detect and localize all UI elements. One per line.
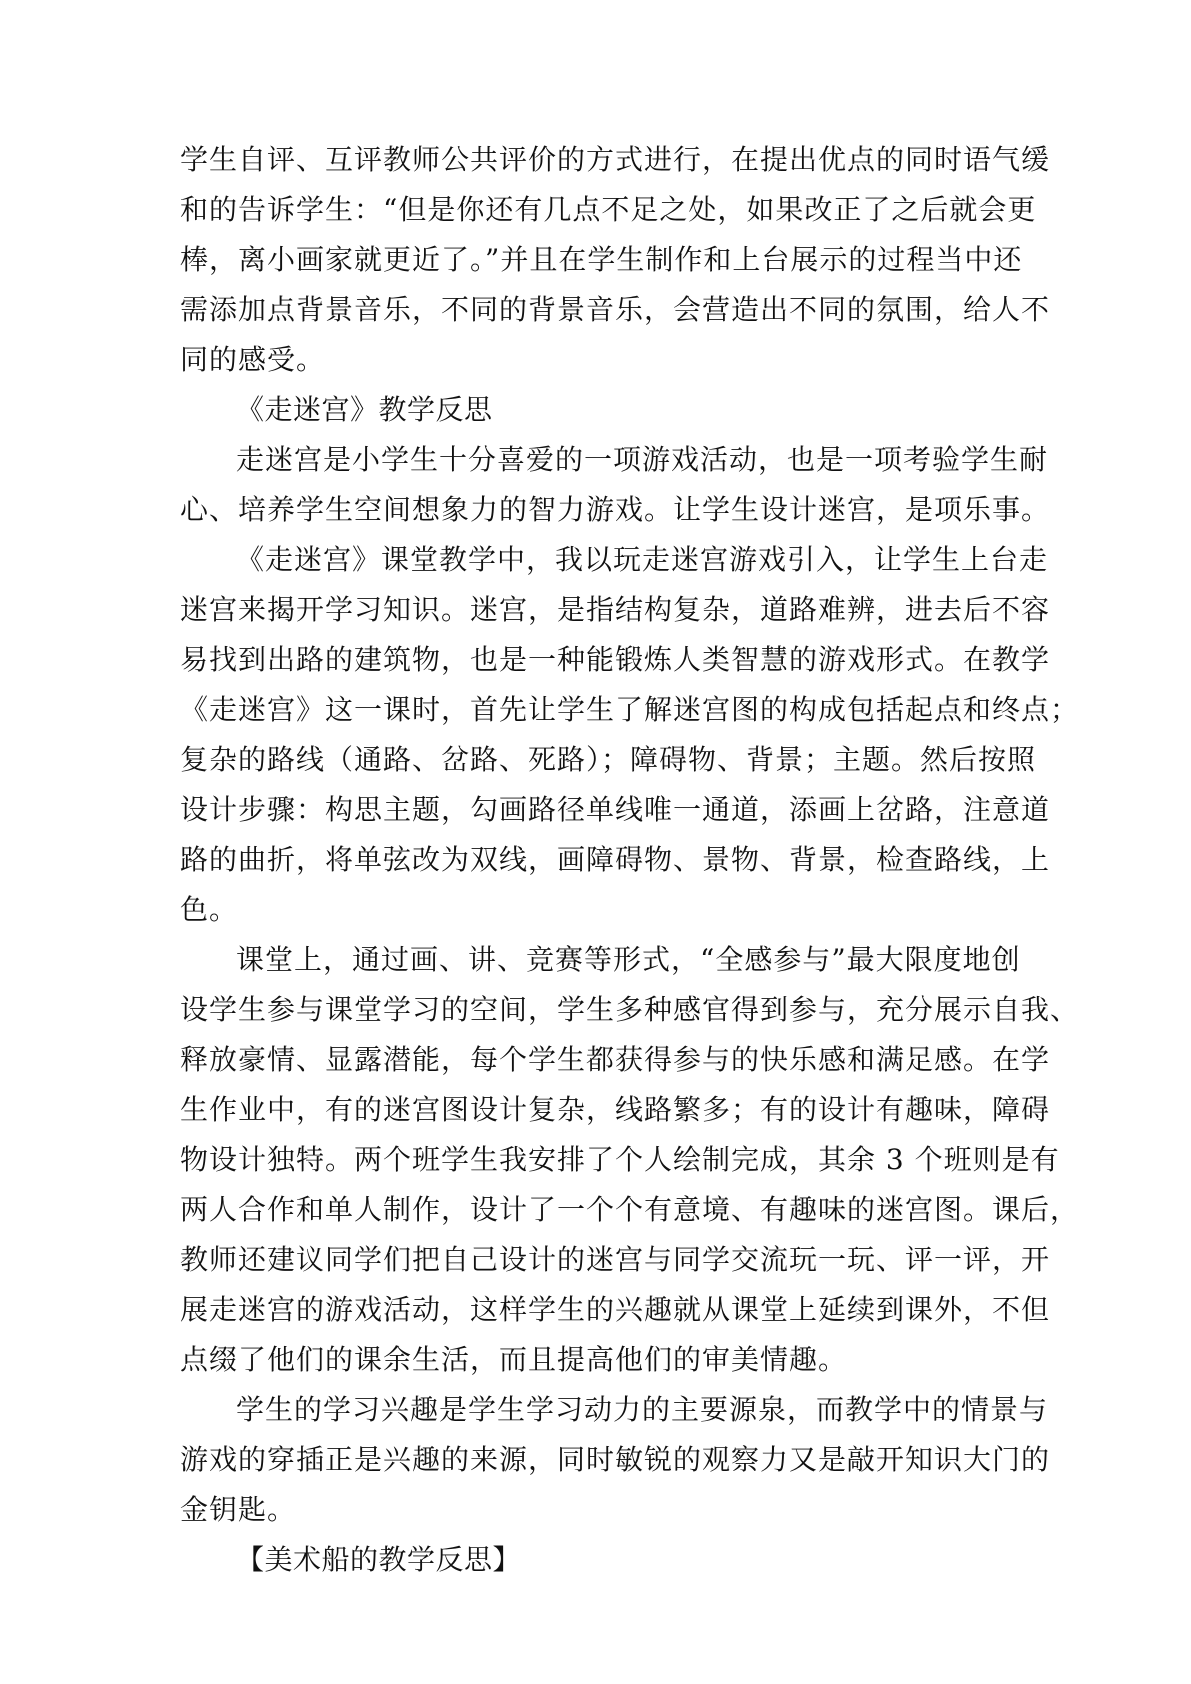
paragraph-line: 释放豪情、显露潜能，每个学生都获得参与的快乐感和满足感。在学 bbox=[180, 1043, 1051, 1076]
closing-title: 【美术船的教学反思】 bbox=[236, 1543, 522, 1576]
paragraph-line: 物设计独特。两个班学生我安排了个人绘制完成，其余 3 个班则是有 bbox=[180, 1143, 1060, 1176]
paragraph-line: 设计步骤：构思主题，勾画路径单线唯一通道，添画上岔路，注意道 bbox=[180, 793, 1051, 826]
paragraph-line: 和的告诉学生：“但是你还有几点不足之处，如果改正了之后就会更 bbox=[180, 193, 1037, 226]
paragraph-line: 课堂上，通过画、讲、竞赛等形式，“全感参与”最大限度地创 bbox=[236, 943, 1021, 976]
paragraph-line: 教师还建议同学们把自己设计的迷宫与同学交流玩一玩、评一评，开 bbox=[180, 1243, 1051, 1276]
paragraph-line: 《走迷宫》这一课时，首先让学生了解迷宫图的构成包括起点和终点； bbox=[180, 693, 1080, 726]
paragraph-1 bbox=[180, 135, 1051, 385]
paragraph-2 bbox=[180, 435, 1051, 535]
paragraph-line: 学生的学习兴趣是学生学习动力的主要源泉，而教学中的情景与 bbox=[236, 1393, 1049, 1426]
paragraph-line: 点缀了他们的课余生活，而且提高他们的审美情趣。 bbox=[180, 1343, 848, 1376]
paragraph-line: 展走迷宫的游戏活动，这样学生的兴趣就从课堂上延续到课外，不但 bbox=[180, 1293, 1051, 1326]
paragraph-line: 色。 bbox=[180, 893, 239, 926]
paragraph-line: 易找到出路的建筑物，也是一种能锻炼人类智慧的游戏形式。在教学 bbox=[180, 643, 1051, 676]
paragraph-line: 需添加点背景音乐，不同的背景音乐，会营造出不同的氛围，给人不 bbox=[180, 293, 1051, 326]
paragraph-line: 心、培养学生空间想象力的智力游戏。让学生设计迷宫，是项乐事。 bbox=[180, 493, 1051, 526]
paragraph-line: 走迷宫是小学生十分喜爱的一项游戏活动，也是一项考验学生耐 bbox=[236, 443, 1049, 476]
section-title: 《走迷宫》教学反思 bbox=[236, 393, 493, 426]
paragraph-3 bbox=[180, 535, 1080, 935]
paragraph-line: 复杂的路线（通路、岔路、死路）；障碍物、背景；主题。然后按照 bbox=[180, 743, 1037, 776]
paragraph-5 bbox=[180, 1385, 1051, 1535]
paragraph-line: 游戏的穿插正是兴趣的来源，同时敏锐的观察力又是敲开知识大门的 bbox=[180, 1443, 1051, 1476]
document-content bbox=[180, 135, 1080, 1585]
paragraph-line: 生作业中，有的迷宫图设计复杂，线路繁多；有的设计有趣味，障碍 bbox=[180, 1093, 1051, 1126]
paragraph-line: 金钥匙。 bbox=[180, 1493, 297, 1526]
paragraph-line: 两人合作和单人制作，设计了一个个有意境、有趣味的迷宫图。课后， bbox=[180, 1193, 1080, 1226]
paragraph-4 bbox=[180, 935, 1080, 1385]
paragraph-line: 《走迷宫》课堂教学中，我以玩走迷宫游戏引入，让学生上台走 bbox=[236, 543, 1049, 576]
paragraph-line: 同的感受。 bbox=[180, 343, 326, 376]
paragraph-line: 棒，离小画家就更近了。”并且在学生制作和上台展示的过程当中还 bbox=[180, 243, 1023, 276]
paragraph-line: 路的曲折，将单弦改为双线，画障碍物、景物、背景，检查路线，上 bbox=[180, 843, 1051, 876]
paragraph-line: 学生自评、互评教师公共评价的方式进行，在提出优点的同时语气缓 bbox=[180, 143, 1051, 176]
paragraph-line: 设学生参与课堂学习的空间，学生多种感官得到参与，充分展示自我、 bbox=[180, 993, 1080, 1026]
paragraph-line: 迷宫来揭开学习知识。迷宫，是指结构复杂，道路难辨，进去后不容 bbox=[180, 593, 1051, 626]
